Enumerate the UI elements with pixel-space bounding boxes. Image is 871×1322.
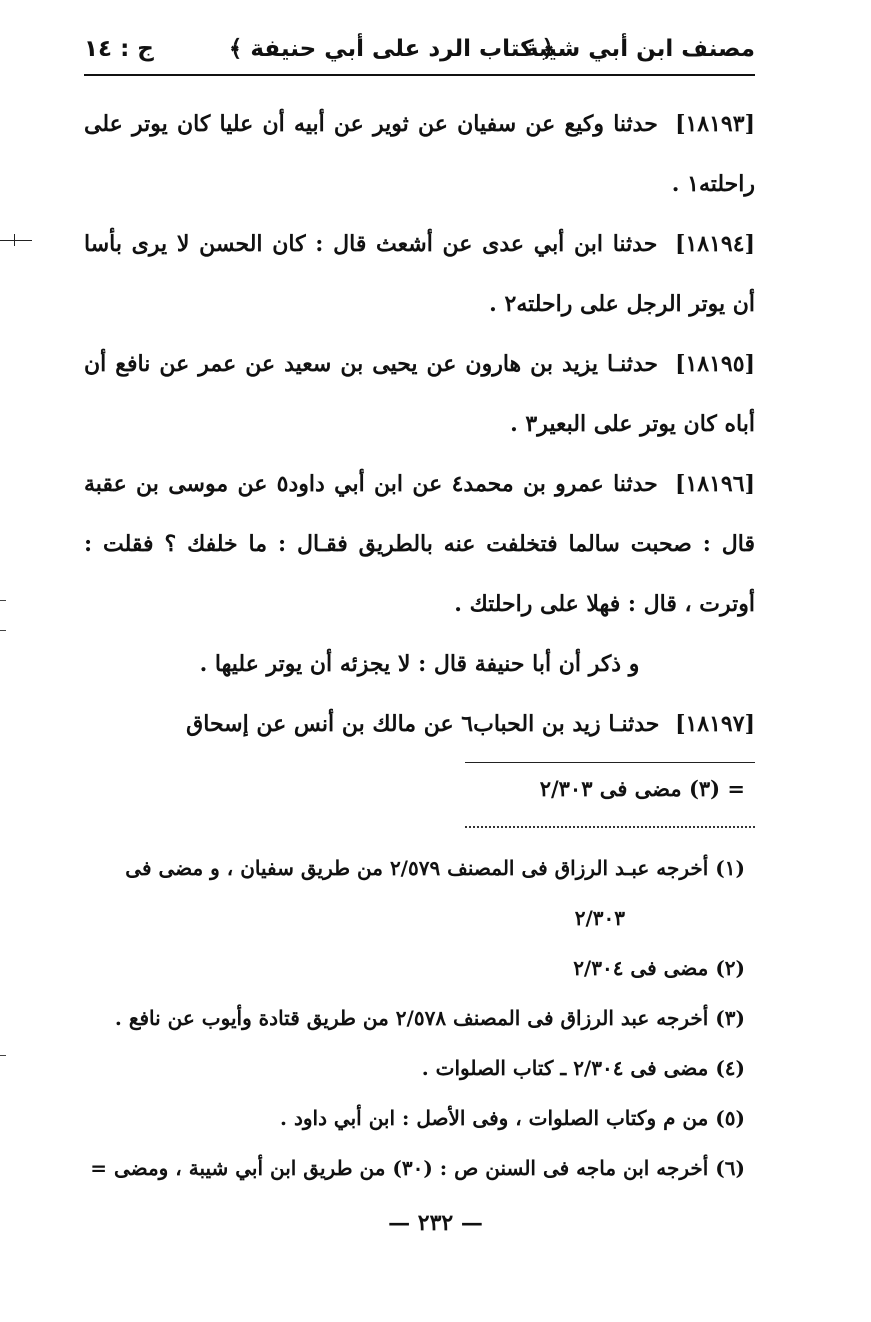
- continued-footnote: = (٣) مضى فى ٢/٣٠٣: [539, 776, 745, 801]
- hadith-text: حدثنا ابن أبي عدى عن أشعث قال : كان الحسن لا يرى بأسا أن يوتر الرجل على راحلته٢ .: [84, 231, 755, 317]
- header-volume: ج : ١٤: [84, 36, 154, 62]
- header-chapter-title: ﴿ كتاب الرد على أبي حنيفة ﴾: [228, 36, 555, 62]
- footnote-5: (٥) من م وكتاب الصلوات ، وفى الأصل : ابن أبي داود .: [280, 1106, 745, 1130]
- page-number: — ٢٣٢ —: [388, 1210, 483, 1236]
- margin-tick: [14, 234, 15, 246]
- edge-mark: [0, 1055, 6, 1056]
- footnote-1-continuation: ٢/٣٠٣: [574, 906, 625, 930]
- edge-mark: [0, 630, 6, 631]
- hadith-text: حدثنـا زيد بن الحباب٦ عن مالك بن أنس عن إسحاق: [186, 711, 660, 737]
- footnote-wavy-separator: [465, 826, 755, 828]
- footnote-3: (٣) أخرجه عبد الرزاق فى المصنف ٢/٥٧٨ من طريق قتادة وأيوب عن نافع .: [114, 1006, 745, 1030]
- footnote-1: [84, 843, 745, 893]
- hadith-18196: [84, 454, 755, 634]
- hadith-18197: [84, 694, 755, 754]
- hadith-number: [١٨١٩٥]: [675, 351, 755, 377]
- hadith-text: حدثنـا يزيد بن هارون عن يحيى بن سعيد عن عمر عن نافع أن أباه كان يوتر على البعير٣ .: [84, 351, 755, 437]
- header-rule: [84, 74, 755, 76]
- main-text: [84, 94, 755, 754]
- hadith-text: حدثنا وكيع عن سفيان عن ثوير عن أبيه أن عليا كان يوتر على راحلته١ .: [84, 111, 755, 197]
- hadith-18195: [84, 334, 755, 454]
- hadith-number: [١٨١٩٣]: [675, 111, 755, 137]
- abu-hanifa-statement: و ذكر أن أبا حنيفة قال : لا يجزئه أن يوتر عليها .: [199, 651, 640, 677]
- footnote-text: (١) أخرجه عبـد الرزاق فى المصنف ٢/٥٧٩ من طريق سفيان ، و مضى فى: [125, 856, 745, 880]
- footnote-4: (٤) مضى فى ٢/٣٠٤ ـ كتاب الصلوات .: [421, 1056, 745, 1080]
- footnote-2: (٢) مضى فى ٢/٣٠٤: [573, 956, 745, 980]
- hadith-number: [١٨١٩٤]: [675, 231, 755, 257]
- hadith-number: [١٨١٩٧]: [675, 711, 755, 737]
- hadith-text: حدثنا عمرو بن محمد٤ عن ابن أبي داود٥ عن موسى بن عقبة قال : صحبت سالما فتخلفت عنه بالطريق فقـال : ما خلفك ؟ فقلت : أوترت ، قال : فهلا على راحلتك .: [84, 471, 755, 617]
- margin-mark: [0, 240, 32, 241]
- running-header: [84, 28, 755, 78]
- hadith-18193: [84, 94, 755, 214]
- edge-mark: [0, 600, 6, 601]
- header-book-title: مصنف ابن أبي شيبة: [524, 36, 755, 62]
- hadith-number: [١٨١٩٦]: [675, 471, 755, 497]
- footnote-6: (٦) أخرجه ابن ماجه فى السنن ص : (٣٠) من طريق ابن أبي شيبة ، ومضى =: [90, 1156, 745, 1180]
- footnotes: [84, 843, 745, 1193]
- hadith-18194: [84, 214, 755, 334]
- footnote-separator: [465, 762, 755, 763]
